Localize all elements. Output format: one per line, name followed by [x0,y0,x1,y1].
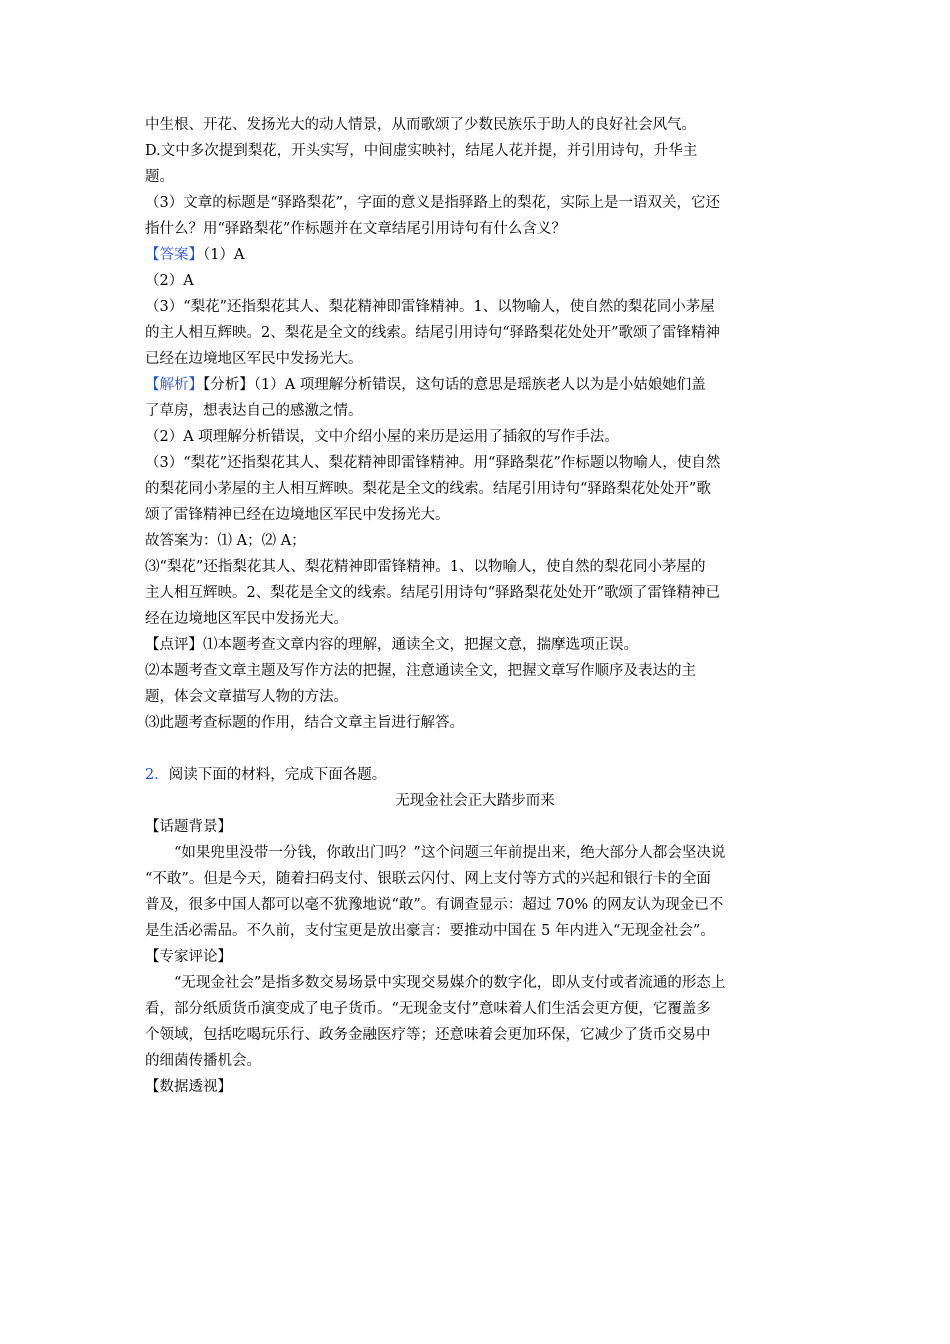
analysis-3-line-3: 颂了雷锋精神已经在边境地区军民中发扬光大。 [145,507,450,523]
data-header: 【数据透视】 [145,1079,232,1095]
background-line-2: “不敢”。但是今天，随着扫码支付、银联云闪付、网上支付等方式的兴起和银行卡的全面 [145,871,711,887]
question-2-prompt-line [145,762,805,788]
answer-tag: 【答案】 [145,247,203,263]
answer-1: （1）A [203,247,245,263]
option-d-line-2: 题。 [145,169,174,185]
document-page [145,112,805,1100]
background-line-1: “如果兜里没带一分钱，你敢出门吗？”这个问题三年前提出来，绝大部分人都会坚决说 [174,845,726,861]
question-3-line-2: 指什么？用“驿路梨花”作标题并在文章结尾引用诗句有什么含义？ [145,221,566,237]
analysis-2: （2）A 项理解分析错误，文中介绍小屋的来历是运用了插叙的写作手法。 [145,429,619,445]
expert-line-3: 个领域，包括吃喝玩乐行、政务金融医疗等；还意味着会更加环保，它减少了货币交易中 [145,1027,711,1043]
section-spacer [145,736,805,762]
option-c-continuation: 中生根、开花、发扬光大的动人情景，从而歌颂了少数民族乐于助人的良好社会风气。 [145,117,696,133]
answer-3-line-2: 的主人相互辉映。2、梨花是全文的线索。结尾引用诗句“驿路梨花处处开”歌颂了雷锋精神 [145,325,721,341]
background-line-4: 是生活必需品。不久前，支付宝更是放出豪言：要推动中国在 5 年内进入“无现金社会”。 [145,923,715,939]
answer-2: （2）A [145,273,194,289]
analysis-tag: 【解析】 [145,377,203,393]
comment-2-line-2: 题，体会文章描写人物的方法。 [145,689,348,705]
final-answer-3-line-3: 经在边境地区军民中发扬光大。 [145,611,348,627]
question-2-prompt: 阅读下面的材料，完成下面各题。 [168,767,387,783]
analysis-3-line-1: （3）“梨花”还指梨花其人、梨花精神即雷锋精神。用“驿路梨花”作标题以物喻人，使自然 [145,455,721,471]
article-title: 无现金社会正大踏步而来 [395,793,555,809]
answer-3-line-3: 已经在边境地区军民中发扬光大。 [145,351,363,367]
answer-3-line-1: （3）“梨花”还指梨花其人、梨花精神即雷锋精神。1、以物喻人，使自然的梨花同小茅屋 [145,299,715,315]
analysis-1-text: 【分析】（1）A 项理解分析错误，这句话的意思是瑶族老人以为是小姑娘她们盖 [203,377,706,393]
final-answer-1: 故答案为：⑴ A；⑵ A； [145,533,306,549]
background-header: 【话题背景】 [145,819,232,835]
final-answer-3-line-1: ⑶“梨花”还指梨花其人、梨花精神即雷锋精神。1、以物喻人，使自然的梨花同小茅屋的 [145,559,706,575]
option-d-line-1: D.文中多次提到梨花，开头实写，中间虚实映衬，结尾人花并提，并引用诗句，升华主 [145,143,698,159]
expert-line-2: 看，部分纸质货币演变成了电子货币。“无现金支付”意味着人们生活会更方便，它覆盖多 [145,1001,711,1017]
expert-line-1: “无现金社会”是指多数交易场景中实现交易媒介的数字化，即从支付或者流通的形态上 [174,975,726,991]
analysis-3-line-2: 的梨花同小茅屋的主人相互辉映。梨花是全文的线索。结尾引用诗句“驿路梨花处处开”歌 [145,481,711,497]
answer-line-1 [145,242,805,268]
expert-line-4: 的细菌传播机会。 [145,1053,261,1069]
analysis-line-1 [145,372,805,398]
comment-2-line-1: ⑵本题考查文章主题及写作方法的把握，注意通读全文，把握文章写作顺序及表达的主 [145,663,696,679]
final-answer-3-line-2: 主人相互辉映。2、梨花是全文的线索。结尾引用诗句“驿路梨花处处开”歌颂了雷锋精神已 [145,585,721,601]
question-2-number: 2． [145,767,169,783]
comment-3: ⑶此题考查标题的作用，结合文章主旨进行解答。 [145,715,464,731]
question-3-line-1: （3）文章的标题是“驿路梨花”，字面的意义是指驿路上的梨花，实际上是一语双关，它还 [145,195,721,211]
analysis-1-line-2: 了草房，想表达自己的感激之情。 [145,403,363,419]
comment-1: 【点评】⑴本题考查文章内容的理解，通读全文，把握文意，揣摩选项正误。 [145,637,638,653]
background-line-3: 普及，很多中国人都可以毫不犹豫地说“敢”。有调查显示：超过 70% 的网友认为现金已不 [145,897,724,913]
expert-header: 【专家评论】 [145,949,232,965]
